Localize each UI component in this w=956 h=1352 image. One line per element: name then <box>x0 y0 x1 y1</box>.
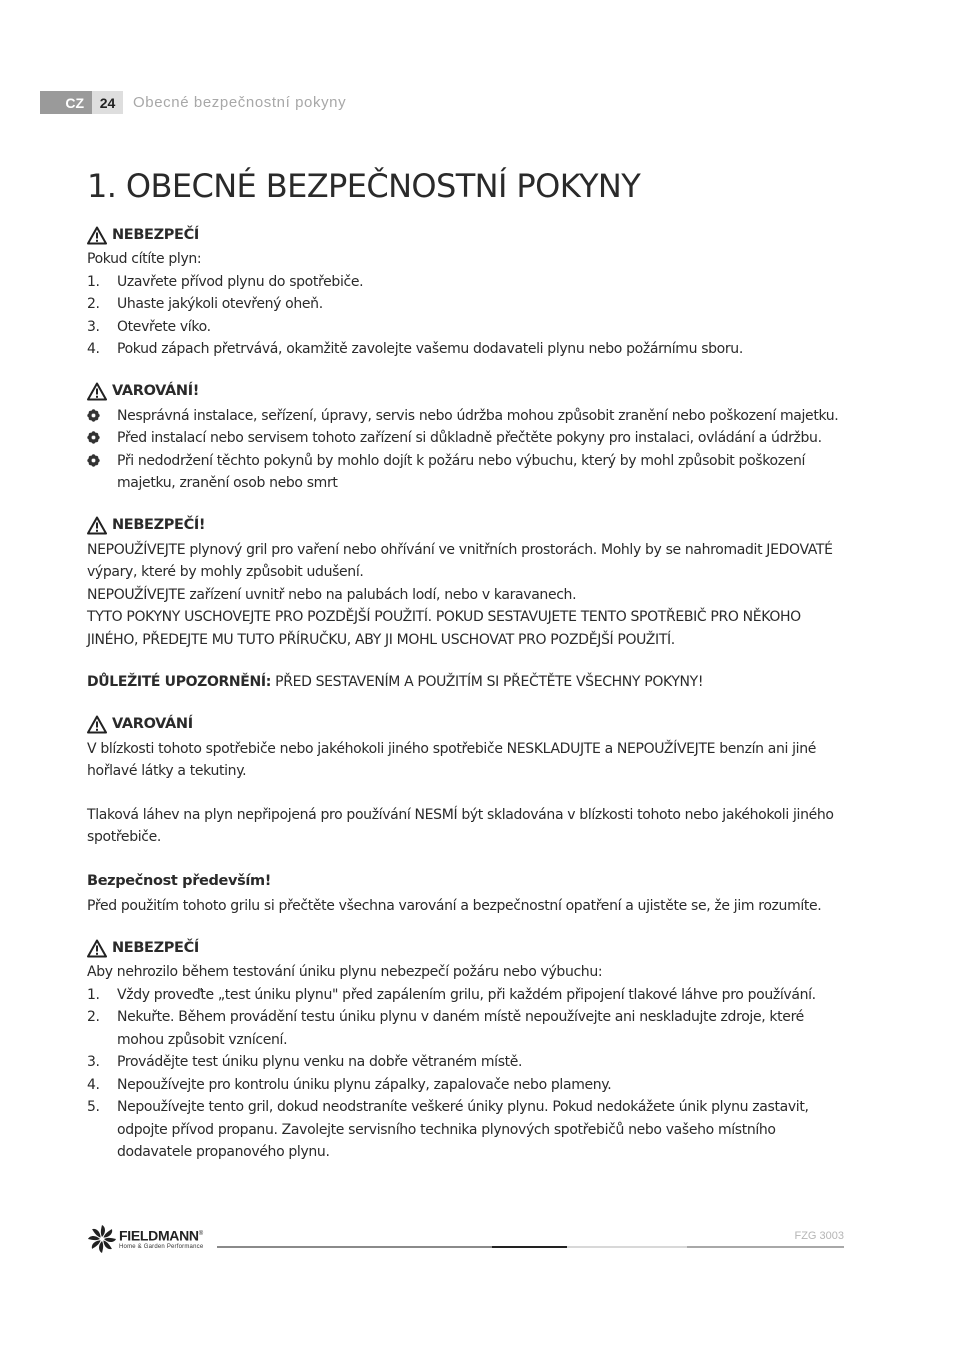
boat-warning: NEPOUŽÍVEJTE zařízení uvnitř nebo na palubách lodí, nebo v karavanech. <box>87 586 577 603</box>
heading-text: NEBEZPEČÍ <box>112 939 199 956</box>
safety-text: Před použitím tohoto grilu si přečtěte všechna varování a bezpečnostní opatření a ujistěte se, že jim rozumíte. <box>87 897 822 914</box>
danger-heading-3 <box>87 935 847 961</box>
list-item: 3. Provádějte test úniku plynu venku na dobře větraném místě. <box>87 1054 523 1070</box>
running-header-title: Obecné bezpečnostní pokyny <box>133 94 347 111</box>
flower-bullet-icon <box>87 431 100 444</box>
heading-text: NEBEZPEČÍ <box>112 226 199 243</box>
list-item: 4. Nepoužívejte pro kontrolu úniku plynu zápalky, zapalovače nebo plameny. <box>87 1076 612 1093</box>
warning-triangle-icon <box>87 939 107 958</box>
danger-heading-2 <box>87 513 847 539</box>
warning-heading-2 <box>87 712 847 738</box>
flower-bullet-icon <box>87 409 100 422</box>
footer-rule <box>492 1246 567 1248</box>
gas-bottle-warning: Tlaková láhev na plyn nepřipojená pro používání NESMÍ být skladována v blízkosti tohoto nebo jakéhokoli jiného spotřebiče. <box>87 806 834 845</box>
list-item: 4. Pokud zápach přetrvává, okamžitě zavolejte vašemu dodavateli plynu nebo požárnímu sboru. <box>87 341 743 357</box>
warning-triangle-icon <box>87 382 107 401</box>
list-item: 2. Uhaste jakýkoli otevřený oheň. <box>87 296 323 312</box>
gas-smell-steps <box>87 271 847 361</box>
footer-rule <box>217 1246 492 1248</box>
page-footer <box>87 1222 844 1254</box>
warning-triangle-icon <box>87 715 107 734</box>
page-title: 1. OBECNÉ BEZPEČNOSTNÍ POKYNY <box>87 167 641 205</box>
list-item: 1. Uzavřete přívod plynu do spotřebiče. <box>87 273 364 290</box>
list-item: Nesprávná instalace, seřízení, úpravy, servis nebo údržba mohou způsobit zranění nebo poškození majetku. <box>87 405 847 428</box>
model-number: FZG 3003 <box>794 1230 844 1242</box>
warning-triangle-icon <box>87 226 107 245</box>
main-content <box>87 164 847 1164</box>
keep-instructions: TYTO POKYNY USCHOVEJTE PRO POZDĚJŠÍ POUŽITÍ. POKUD SESTAVUJETE TENTO SPOTŘEBIČ PRO NĚKOHO JINÉHO, PŘEDEJTE MU TUTO PŘÍRUČKU, ABY JI MOHL USCHOVAT PRO POZDĚJŠÍ POUŽITÍ. <box>87 609 801 648</box>
page-header <box>40 91 346 114</box>
footer-rule <box>687 1246 844 1248</box>
danger-heading-1 <box>87 222 847 248</box>
warning-triangle-icon <box>87 516 107 535</box>
footer-rule <box>567 1246 687 1248</box>
indoor-warning: NEPOUŽÍVEJTE plynový gril pro vaření nebo ohřívání ve vnitřních prostorách. Mohly by se nahromadit JEDOVATÉ výpary, které by mohly způsobit udušení. <box>87 541 833 580</box>
list-item: 1. Vždy proveďte „test úniku plynu" před zapálením grilu, při každém připojení tlakové láhve pro používání. <box>87 986 816 1003</box>
list-item: Před instalací nebo servisem tohoto zařízení si důkladně přečtěte pokyny pro instalaci, ovládání a údržbu. <box>87 427 847 450</box>
heading-text: VAROVÁNÍ! <box>112 383 200 400</box>
safety-heading: Bezpečnost především! <box>87 873 272 890</box>
section5-intro: Aby nehrozilo během testování úniku plynu nebezpečí požáru nebo výbuchu: <box>87 964 603 980</box>
warning-bullets <box>87 405 847 495</box>
brand-logo <box>87 1224 203 1254</box>
heading-text: VAROVÁNÍ <box>112 716 193 733</box>
fieldmann-logo-icon <box>87 1224 117 1254</box>
list-item: 3. Otevřete víko. <box>87 318 211 335</box>
section1-intro: Pokud cítíte plyn: <box>87 251 202 267</box>
list-item: 5. Nepoužívejte tento gril, dokud neodstraníte veškeré úniky plynu. Pokud nedokážete únik plynu zastavit, odpojte přívod propanu. Zavolejte servisního technika plynových spotřebičů nebo vašeho místního dodavatele propanového plynu. <box>87 1099 809 1160</box>
list-item: 2. Nekuřte. Během provádění testu úniku plynu v daném místě nepoužívejte ani neskladujte zdroje, které mohou způsobit vznícení. <box>87 1009 804 1048</box>
language-code: CZ <box>40 91 92 114</box>
list-item: Při nedodržení těchto pokynů by mohlo dojít k požáru nebo výbuchu, který by mohl způsobit poškození majetku, zranění osob nebo smrt <box>87 450 847 495</box>
leak-test-steps <box>87 984 847 1164</box>
page-number: 24 <box>92 91 123 114</box>
brand-tagline: Home & Garden Performance <box>119 1243 204 1250</box>
important-notice: DŮLEŽITÉ UPOZORNĚNÍ: PŘED SESTAVENÍM A POUŽITÍM SI PŘEČTĚTE VŠECHNY POKYNY! <box>87 674 704 690</box>
warning-heading-1 <box>87 379 847 405</box>
flower-bullet-icon <box>87 454 100 467</box>
brand-name: FIELDMANN® <box>119 1227 203 1244</box>
heading-text: NEBEZPEČÍ! <box>112 517 206 534</box>
flammable-warning: V blízkosti tohoto spotřebiče nebo jakéhokoli jiného spotřebiče NESKLADUJTE a NEPOUŽÍVEJTE benzín ani jiné hořlavé látky a tekutiny. <box>87 740 816 779</box>
